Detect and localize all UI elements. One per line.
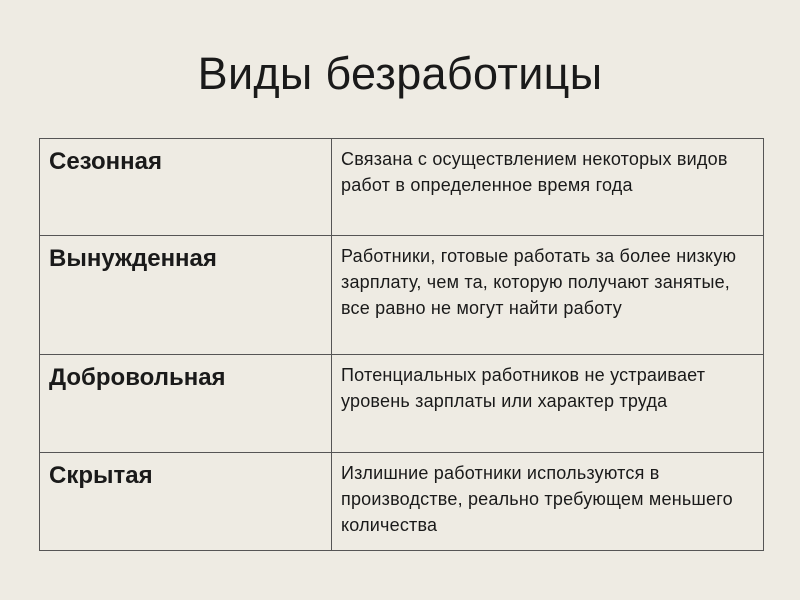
type-label: Добровольная — [49, 364, 226, 391]
description-text: Излишние работники используются в производстве, реально требующем меньшего количества — [341, 463, 733, 535]
type-label: Вынужденная — [49, 245, 217, 272]
type-label: Скрытая — [49, 462, 153, 489]
type-cell — [40, 139, 332, 236]
table-row — [40, 355, 764, 453]
unemployment-types-table-wrapper — [39, 138, 761, 551]
slide-title: Виды безработицы — [197, 48, 603, 99]
type-cell — [40, 355, 332, 453]
type-label: Сезонная — [49, 148, 163, 175]
type-cell — [40, 453, 332, 551]
description-text: Работники, готовые работать за более низкую зарплату, чем та, которую получают занятые, все равно не могут найти работу — [341, 246, 737, 318]
description-text: Потенциальных работников не устраивает уровень зарплаты или характер труда — [341, 365, 706, 411]
description-cell — [332, 355, 764, 453]
description-cell — [332, 453, 764, 551]
table-row — [40, 236, 764, 355]
table-row — [40, 453, 764, 551]
unemployment-types-table — [39, 138, 764, 551]
description-cell — [332, 139, 764, 236]
table-row — [40, 139, 764, 236]
description-cell — [332, 236, 764, 355]
description-text: Связана с осуществлением некоторых видов работ в определенное время года — [341, 149, 728, 195]
type-cell — [40, 236, 332, 355]
